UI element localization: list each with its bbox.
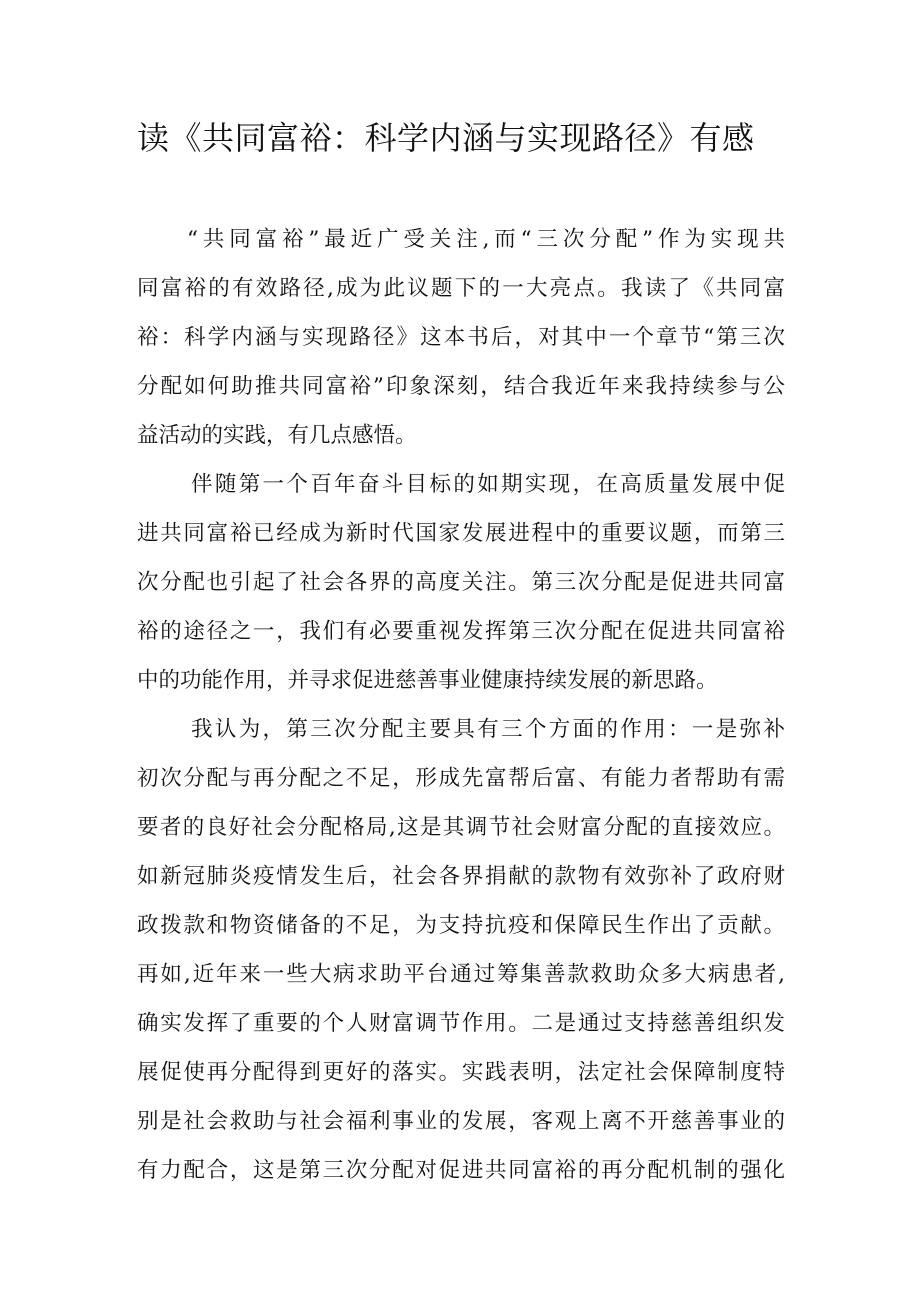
text-line: 有力配合，这是第三次分配对促进共同富裕的再分配机制的强化	[137, 1158, 785, 1183]
text-line: 确实发挥了重要的个人财富调节作用。二是通过支持慈善组织发	[137, 1011, 785, 1036]
text-line: 如新冠肺炎疫情发生后，社会各界捐献的款物有效弥补了政府财	[137, 864, 785, 889]
text-line: 我认为，第三次分配主要具有三个方面的作用：一是弥补	[191, 717, 785, 742]
document-body	[137, 215, 785, 1195]
text-line: 政拨款和物资储备的不足，为支持抗疫和保障民生作出了贡献。	[137, 913, 785, 938]
paragraph-3	[137, 705, 785, 1195]
text-line: 伴随第一个百年奋斗目标的如期实现，在高质量发展中促	[191, 472, 785, 497]
text-line: 要者的良好社会分配格局,这是其调节社会财富分配的直接效应。	[137, 815, 785, 840]
text-line: 再如,近年来一些大病求助平台通过筹集善款救助众多大病患者,	[137, 962, 785, 987]
text-line: 益活动的实践，有几点感悟。	[137, 423, 417, 448]
text-line: 次分配也引起了社会各界的高度关注。第三次分配是促进共同富	[137, 570, 785, 595]
text-line: 进共同富裕已经成为新时代国家发展进程中的重要议题，而第三	[137, 521, 785, 546]
text-line: 展促使再分配得到更好的落实。实践表明，法定社会保障制度特	[137, 1060, 785, 1085]
text-line: 裕的途径之一，我们有必要重视发挥第三次分配在促进共同富裕	[137, 619, 785, 644]
text-line: 分配如何助推共同富裕”印象深刻，结合我近年来我持续参与公	[137, 374, 785, 399]
paragraph-2	[137, 460, 785, 705]
document-title: 读《共同富裕：科学内涵与实现路径》有感	[137, 119, 755, 157]
text-line: “共同富裕”最近广受关注,而“三次分配”作为实现共	[187, 227, 785, 252]
text-line: 中的功能作用，并寻求促进慈善事业健康持续发展的新思路。	[137, 668, 718, 693]
text-line: 别是社会救助与社会福利事业的发展，客观上离不开慈善事业的	[137, 1109, 785, 1134]
paragraph-1	[137, 215, 785, 460]
text-line: 裕：科学内涵与实现路径》这本书后，对其中一个章节“第三次	[137, 325, 785, 350]
text-line: 同富裕的有效路径,成为此议题下的一大亮点。我读了《共同富	[137, 276, 785, 301]
text-line: 初次分配与再分配之不足，形成先富帮后富、有能力者帮助有需	[137, 766, 785, 791]
